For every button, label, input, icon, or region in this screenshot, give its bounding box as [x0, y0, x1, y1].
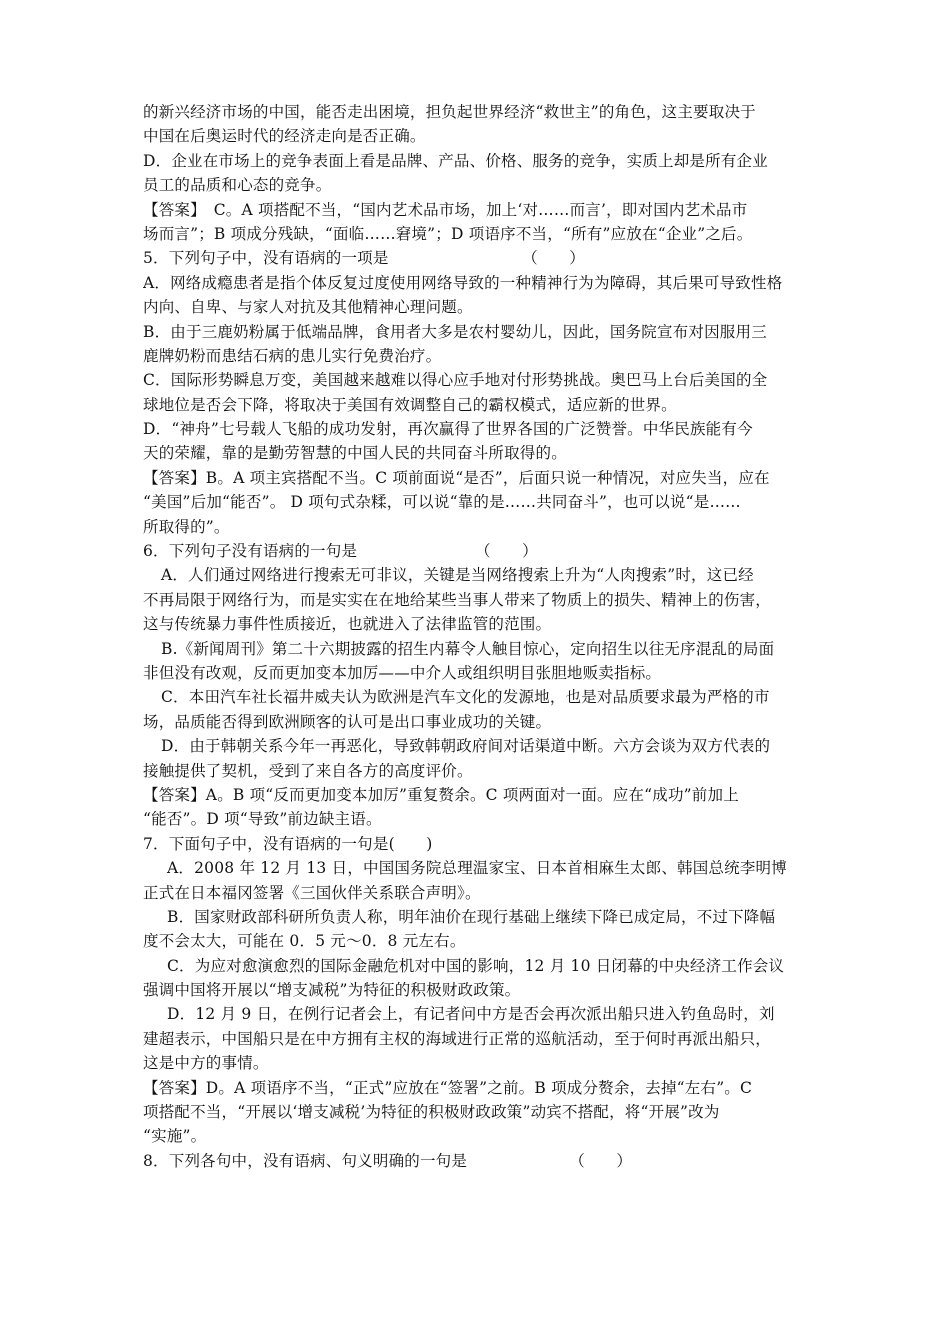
text-line: 接触提供了契机，受到了来自各方的高度评价。: [143, 761, 473, 780]
text-line: 建超表示，中国船只是在中方拥有主权的海域进行正常的巡航活动，至于何时再派出船只，: [143, 1029, 772, 1048]
text-line: 内向、自卑、与家人对抗及其他精神心理问题。: [143, 298, 473, 317]
answer-text: 【答案】B。A 项主宾搭配不当。C 项前面说“是否”，后面只说一种情况，对应失当，应在: [143, 468, 770, 487]
text-line: 这与传统暴力事件性质接近，也就进入了法律监管的范围。: [143, 615, 552, 634]
answer-text: 【答案】 C。A 项搭配不当，“国内艺术品市场，加上‘对……而言’，即对国内艺术品市: [143, 200, 748, 219]
option-d: D．“神舟”七号载人飞船的成功发射，再次赢得了世界各国的广泛赞誉。中华民族能有今: [143, 420, 753, 439]
text-line: 这是中方的事情。: [143, 1054, 269, 1073]
text-line: 员工的品质和心态的竞争。: [143, 176, 332, 195]
answer-text: 【答案】A。B 项“反而更加变本加厉”重复赘余。C 项两面对一面。应在“成功”前加上: [143, 785, 739, 804]
option-a: A．人们通过网络进行搜索无可非议，关键是当网络搜索上升为“人肉搜索”时，这已经: [161, 566, 754, 585]
text-line: 场，品质能否得到欧洲顾客的认可是出口事业成功的关键。: [143, 712, 552, 731]
answer-text: 所取得的”。: [143, 517, 230, 536]
text-line: 球地位是否会下降，将取决于美国有效调整自己的霸权模式，适应新的世界。: [143, 395, 677, 414]
option-b: B.《新闻周刊》第二十六期披露的招生内幕令人触目惊心，定向招生以往无序混乱的局面: [161, 639, 775, 658]
text-line: 中国在后奥运时代的经济走向是否正确。: [143, 127, 426, 146]
option-a: A．2008 年 12 月 13 日，中国国务院总理温家宝、日本首相麻生太郎、韩国总统李明博: [167, 859, 787, 878]
text-line: 的新兴经济市场的中国，能否走出困境，担负起世界经济“救世主”的角色，这主要取决于: [143, 103, 756, 121]
answer-text: 场而言”；B 项成分残缺，“面临……窘境”；D 项语序不当，“所有”应放在“企业”之后。: [143, 224, 753, 243]
option-c: C．为应对愈演愈烈的国际金融危机对中国的影响，12 月 10 日闭幕的中央经济工作会议: [167, 956, 785, 975]
answer-text: “美国”后加“能否”。 D 项句式杂糅，可以说“靠的是……共同奋斗”，也可以说“是……: [143, 493, 741, 512]
text-line: 不再局限于网络行为，而是实实在在地给某些当事人带来了物质上的损失、精神上的伤害，: [143, 590, 772, 609]
question-6: 6．下列句子没有语病的一句是 （ ）: [143, 542, 538, 561]
option-d: D．由于韩朝关系今年一再恶化，导致韩朝政府间对话渠道中断。六方会谈为双方代表的: [161, 737, 771, 756]
answer-text: 【答案】D。A 项语序不当，“正式”应放在“签署”之前。B 项成分赘余，去掉“左右”。C: [143, 1078, 753, 1097]
option-d: D．企业在市场上的竞争表面上看是品牌、产品、价格、服务的竞争，实质上却是所有企业: [143, 151, 768, 170]
question-7: 7．下面句子中，没有语病的一句是( ): [143, 834, 433, 853]
question-8: 8．下列各句中，没有语病、句义明确的一句是 （ ）: [143, 1151, 633, 1170]
option-c: C．本田汽车社长福井威夫认为欧洲是汽车文化的发源地，也是对品质要求最为严格的市: [161, 688, 770, 707]
option-b: B．国家财政部科研所负责人称，明年油价在现行基础上继续下降已成定局，不过下降幅: [167, 907, 776, 926]
text-line: 非但没有改观，反而更加变本加厉——中介人或组织明目张胆地贩卖指标。: [143, 663, 662, 682]
text-line: 度不会太大，可能在 0．5 元～0．8 元左右。: [143, 932, 466, 951]
option-b: B．由于三鹿奶粉属于低端品牌，食用者大多是农村婴幼儿，因此，国务院宣布对因服用三: [143, 322, 767, 341]
answer-text: “实施”。: [143, 1127, 207, 1146]
text-line: 天的荣耀，靠的是勤劳智慧的中国人民的共同奋斗所取得的。: [143, 444, 567, 463]
option-d: D．12 月 9 日，在例行记者会上，有记者问中方是否会再次派出船只进入钓鱼岛时，刘: [167, 1005, 775, 1024]
text-line: 正式在日本福冈签署《三国伙伴关系联合声明》。: [143, 883, 481, 902]
option-c: C．国际形势瞬息万变，美国越来越难以得心应手地对付形势挑战。奥巴马上台后美国的全: [143, 371, 768, 390]
text-line: 强调中国将开展以“增支减税”为特征的积极财政政策。: [143, 981, 521, 1000]
question-5: 5．下列句子中，没有语病的一项是 （ ）: [143, 249, 585, 268]
document-page: [143, 100, 815, 1173]
text-line: 鹿牌奶粉而患结石病的患儿实行免费治疗。: [143, 346, 442, 365]
answer-text: 项搭配不当，“开展以‘增支减税’为特征的积极财政政策”动宾不搭配，将“开展”改为: [143, 1103, 720, 1122]
answer-text: “能否”。D 项“导致”前边缺主语。: [143, 810, 382, 829]
option-a: A．网络成瘾患者是指个体反复过度使用网络导致的一种精神行为为障碍，其后果可导致性格: [143, 273, 783, 292]
